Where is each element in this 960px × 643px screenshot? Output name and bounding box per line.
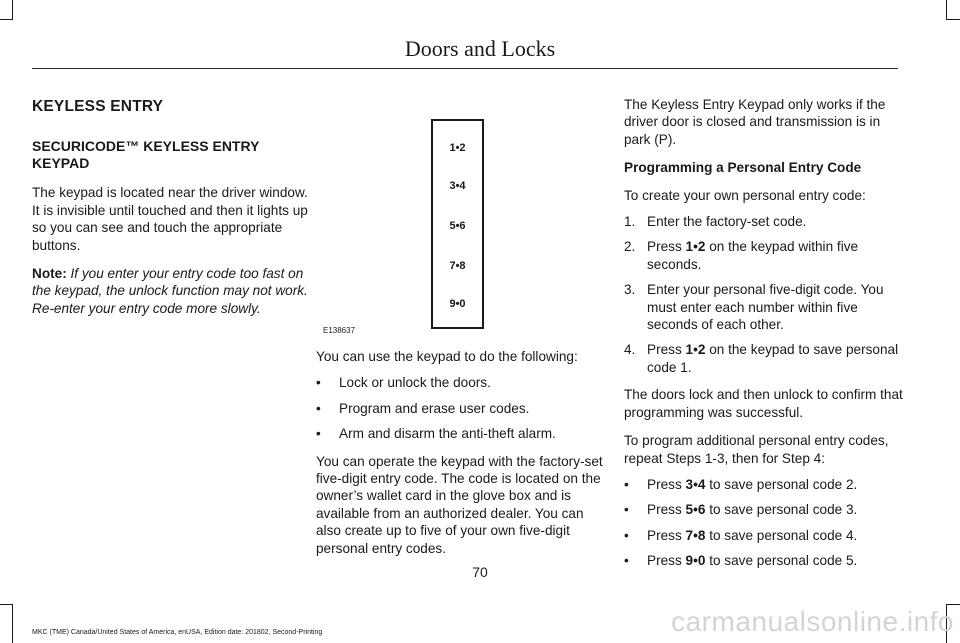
additional-codes-list	[624, 476, 904, 570]
page-number: 70	[472, 564, 488, 580]
bullet-icon: •	[624, 527, 629, 543]
page-header-title: Doors and Locks	[404, 36, 556, 61]
create-code-intro: To create your own personal entry code:	[624, 187, 866, 203]
subsection-title: SECURICODE™ KEYLESS ENTRY KEYPAD	[32, 138, 260, 172]
header-divider	[32, 68, 898, 69]
bullet-icon: •	[316, 426, 321, 442]
list-item: • Arm and disarm the anti-theft alarm.	[316, 426, 556, 442]
crop-mark-bottom-right-h	[946, 604, 960, 605]
list-item: • Press 7•8 to save personal code 4.	[624, 527, 858, 543]
middle-column	[316, 348, 606, 568]
note-paragraph	[32, 265, 308, 317]
bullet-icon: •	[624, 553, 629, 569]
additional-codes-paragraph: To program additional personal entry codes, repeat Steps 1-3, then for Step 4:	[624, 433, 889, 466]
step-item: 4. Press 1•2 on the keypad to save personal code 1.	[624, 342, 899, 375]
footer-edition-info: MKC (TME) Canada/United States of America, enUSA, Edition date: 201802, Second-Printing	[32, 629, 323, 636]
left-column	[32, 98, 308, 328]
keypad-uses-intro: You can use the keypad to do the following:	[316, 349, 578, 364]
confirm-paragraph: The doors lock and then unlock to confirm that programming was successful.	[624, 387, 903, 420]
keypad-key-5-6: 5•6	[449, 220, 466, 232]
figure-id: E138637	[323, 326, 356, 335]
factory-code-paragraph: You can operate the keypad with the factory-set five-digit entry code. The code is located on the owner’s wallet card in the glove box and is available from an authorized dealer. You can also create up to five of your own five-digit personal entry codes.	[316, 453, 603, 556]
keypad-key-7-8: 7•8	[449, 260, 466, 272]
step-item: 2. Press 1•2 on the keypad within five seconds.	[624, 239, 859, 272]
crop-mark-bottom-left-h	[0, 604, 13, 605]
keypad-key-9-0: 9•0	[449, 298, 466, 310]
section-title: KEYLESS ENTRY	[32, 98, 164, 115]
keypad-key-3-4: 3•4	[449, 180, 466, 192]
list-item: • Program and erase user codes.	[316, 400, 530, 416]
keypad-location-paragraph: The keypad is located near the driver window. It is invisible until touched and then it lights up so you can see and touch the appropriate buttons.	[32, 185, 308, 253]
keypad-condition-paragraph: The Keyless Entry Keypad only works if the driver door is closed and transmission is in park (P).	[624, 97, 886, 147]
step-item: 1. Enter the factory-set code.	[624, 214, 807, 230]
bullet-icon: •	[624, 502, 629, 518]
programming-steps	[624, 213, 904, 376]
crop-mark-top-right-v	[946, 0, 947, 20]
list-item: • Press 3•4 to save personal code 2.	[624, 476, 858, 492]
bullet-icon: •	[624, 476, 629, 492]
keypad-illustration	[431, 119, 484, 329]
watermark: carmanualsonline.info	[671, 606, 954, 637]
list-item: • Press 5•6 to save personal code 3.	[624, 502, 858, 518]
step-item: 3. Enter your personal five-digit code. You must enter each number within five seconds of each other.	[624, 282, 884, 333]
bullet-icon: •	[316, 375, 321, 391]
keypad-uses-list	[316, 374, 606, 442]
list-item: • Press 9•0 to save personal code 5.	[624, 553, 858, 569]
programming-heading: Programming a Personal Entry Code	[624, 160, 862, 176]
bullet-icon: •	[316, 400, 321, 416]
crop-mark-top-right-h	[946, 19, 960, 20]
crop-mark-top-left-v	[12, 0, 13, 20]
note-label: Note:	[32, 266, 67, 282]
note-text: If you enter your entry code too fast on the keypad, the unlock function may not work. Re-enter your entry code more slowly.	[32, 266, 308, 316]
crop-mark-top-left-h	[0, 19, 13, 20]
keypad-key-1-2: 1•2	[449, 142, 466, 154]
list-item: • Lock or unlock the doors.	[316, 375, 491, 391]
right-column	[624, 96, 904, 580]
crop-mark-bottom-left-v	[12, 604, 13, 643]
